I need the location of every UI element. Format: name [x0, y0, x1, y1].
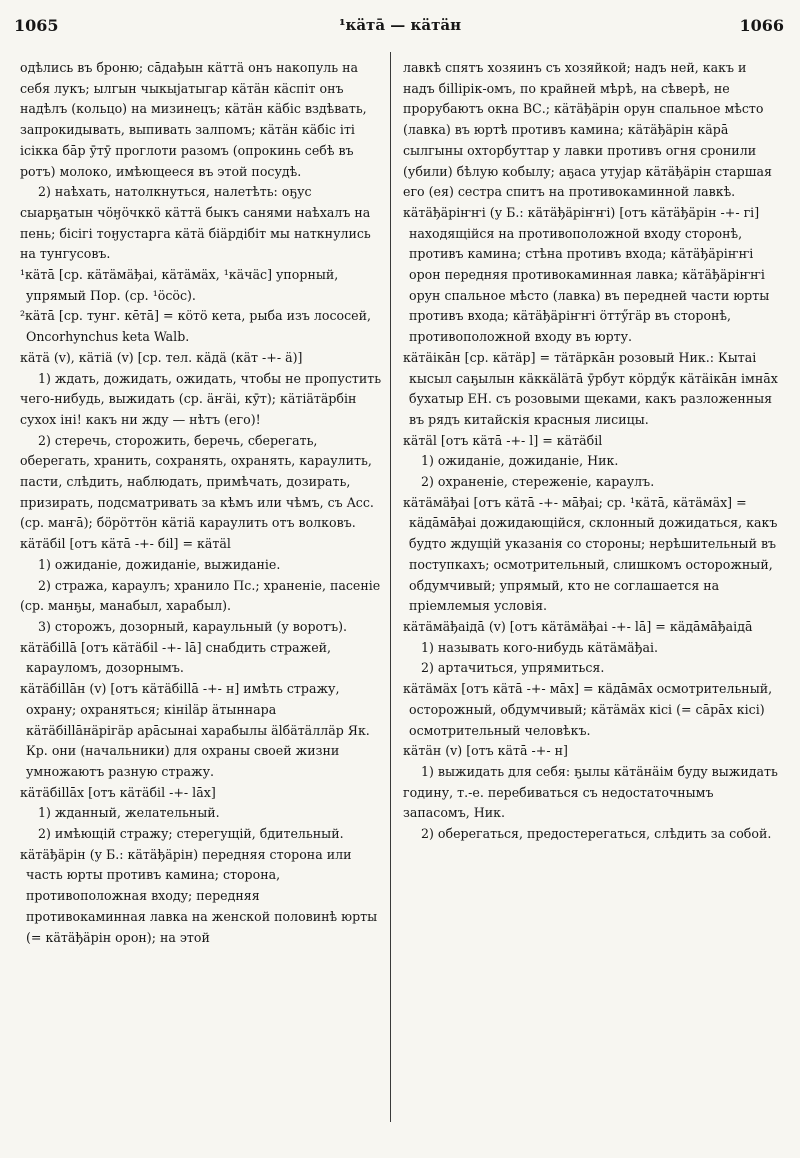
- dictionary-entry: 2) наѣхать, натолкнуться, налетѣть: оҕус сыарҕатын чöӈöчккö кäттä быкъ санями наѣхалъ на пень; бісігі тоӈустарга кäтä біäрдібіт мы наткнулись на тунгусовъ.: [20, 184, 371, 262]
- dictionary-entry: кäтäікāн [ср. кäтäр] = тäтäркāн розовый Ник.: Кытаі кысыл саҕылын кäккäläтā ӯрбут кöрдӳк кäтäікāн імнāх бухатыр ЕН. съ розовыми щеками, какъ разложенныя въ рядъ китайскія красныя лисицы.: [403, 349, 778, 427]
- column-divider: [390, 52, 391, 1122]
- dictionary-entry: 1) жданный, желательный.: [38, 805, 220, 821]
- dictionary-entry: кäтäбіl [отъ кäтā -+- біl] = кäтäl: [20, 536, 231, 552]
- dictionary-entry: 2) оберегаться, предостерегаться, слѣдить за собой.: [421, 826, 772, 842]
- dictionary-entry: 2) артачиться, упрямиться.: [421, 660, 605, 676]
- dictionary-entry: 1) ожиданіе, дожиданіе, Ник.: [421, 453, 619, 469]
- dictionary-entry: кäтä (v), кäтiä (v) [ср. тел. кäдä (кäт -+- ä)]: [20, 349, 303, 365]
- dictionary-entry: 1) ожиданіе, дожиданіе, выжиданіе.: [38, 556, 281, 572]
- dictionary-entry: кäтäђäріҥҥі (у Б.: кäтäђäріҥҥі) [отъ кäтäђäрін -+- гі] находящійся на противоположной входу сторонѣ, противъ камина; стѣна противъ входа; кäтäђäріҥҥі орон передняя противокаминная лавка; кäтäђäріҥҥі орун спальное мѣсто (лавка) въ передней части юрты противъ входа; кäтäђäріҥҥі öттӳгäр въ сторонѣ, противоположной входу въ юрту.: [403, 204, 770, 345]
- dictionary-entry: ¹кäтā [ср. кäтäмäђаі, кäтäмäх, ¹кäчäс] упорный, упрямый Пор. (ср. ¹öсöс).: [20, 267, 339, 303]
- dictionary-entry: одѣлись въ броню; сāдађын кäттä онъ накопуль на себя лукъ; ылгын чыкыјатыгар кäтäн кäспіт онъ надѣлъ (кольцо) на мизинецъ; кäтäн кäбіс вздѣвать, запрокидывать, выпивать залпомъ; кäтäн кäбіс іті ісікка бāр ӯтӯ проглоти разомъ (опрокинь себѣ въ ротъ) молоко, имѣющееся въ этой посудѣ.: [20, 60, 367, 179]
- left-column: [20, 58, 382, 948]
- dictionary-entry: кäтäбіllāн (v) [отъ кäтäбіllā -+- н] имѣть стражу, охрану; охраняться; кініläр äтыннара кäтäбіllāнäрігäр арāсынаі харабылы älбäтäллäр Як. Кр. они (начальники) для охраны своей жизни умножаютъ разную стражу.: [20, 681, 370, 779]
- dictionary-entry: 2) охраненіе, стереженіе, караулъ.: [421, 474, 655, 490]
- dictionary-entry: 1) ждать, дожидать, ожидать, чтобы не пропустить чего-нибудь, выжидать (ср. äҥäі, кӯт); кäтiäтäрбін сухох іні! какъ ни жду — нѣтъ (его)!: [20, 370, 382, 427]
- dictionary-entry: кäтäмäђаі [отъ кäтā -+- мāђаі; ср. ¹кäтā, кäтäмäх] = кäдāмāђаі дожидающійся, склонный дожидаться, какъ будто ждущій указанія со стороны; нерѣшительный въ поступкахъ; осмотрительный, слишкомъ осторожный, обдумчивый; упрямый, кто не соглашается на пріемлемыя условія.: [403, 494, 778, 614]
- dictionary-entry: 1) выжидать для себя: ҕылы кäтäнäім буду выжидать годину, т.-е. перебиваться съ недостаточнымъ запасомъ, Ник.: [403, 763, 778, 821]
- dictionary-entry: 1) называть кого-нибудь кäтäмäђаі.: [421, 639, 658, 655]
- dictionary-entry: 3) сторожъ, дозорный, караульный (у воротъ).: [38, 618, 348, 634]
- dictionary-entry: кäтäбіllā [отъ кäтäбіl -+- lā] снабдить стражей, карауломъ, дозорнымъ.: [20, 639, 332, 676]
- dictionary-entry: кäтäмäх [отъ кäтā -+- мāх] = кäдāмāх осмотрительный, осторожный, обдумчивый; кäтäмäх кісі (= сāрāх кісі) осмотрительный человѣкъ.: [403, 681, 773, 738]
- dictionary-entry: лавкѣ спятъ хозяинъ съ хозяйкой; надъ ней, какъ и надъ біllірік-омъ, по крайней мѣрѣ, на сѣверѣ, не прорубаютъ окна ВС.; кäтäђäрін орун спальное мѣсто (лавка) въ юртѣ противъ камина; кäтäђäрін кäрā сылгыны охторбуттар у лавки противъ огня сронили (убили) бѣлую кобылу; аҕаса утуjар кäтäђäрін старшая его (ея) сестра спитъ на противокаминной лавкѣ.: [403, 60, 772, 200]
- page-number-left: 1065: [14, 16, 59, 35]
- dictionary-entry: ²кäтā [ср. тунг. кēтā] = кöтö кета, рыба изъ лососей, Oncorhynchus keta Walb.: [20, 308, 371, 345]
- dictionary-entry: 2) стража, караулъ; хранило Пс.; храненіе, пасеніе (ср. манҕы, манабыл, харабыл).: [20, 577, 381, 614]
- right-column: [403, 58, 781, 845]
- dictionary-entry: кäтäђäрін (у Б.: кäтäђäрін) передняя сторона или часть юрты противъ камина; сторона, противоположная входу; передняя противокаминная лавка на женской половинѣ юрты (= кäтäђäрін орон); на этой: [20, 846, 378, 945]
- page-number-right: 1066: [739, 16, 784, 35]
- dictionary-entry: кäтäмäђаідā (v) [отъ кäтäмäђаі -+- lā] = кäдāмāђаідā: [403, 618, 753, 634]
- running-head: ¹кäтā — кäтäн: [338, 16, 462, 34]
- dictionary-entry: кäтäбіllāх [отъ кäтäбіl -+- lāх]: [20, 784, 216, 800]
- dictionary-entry: 2) стеречь, сторожить, беречь, сберегать, оберегать, хранить, сохранять, охранять, караулить, пасти, слѣдить, наблюдать, примѣчать, дозирать, призирать, подсматривать за кѣмъ или чѣмъ, съ Acc. (ср. маҥā); бöрöттöн кäтiä караулить отъ волковъ.: [20, 432, 374, 531]
- dictionary-entry: 2) имѣющій стражу; стерегущій, бдительный.: [38, 826, 344, 842]
- dictionary-entry: кäтäн (v) [отъ кäтā -+- н]: [403, 743, 568, 759]
- dictionary-entry: кäтäl [отъ кäтā -+- l] = кäтäбіl: [403, 432, 603, 448]
